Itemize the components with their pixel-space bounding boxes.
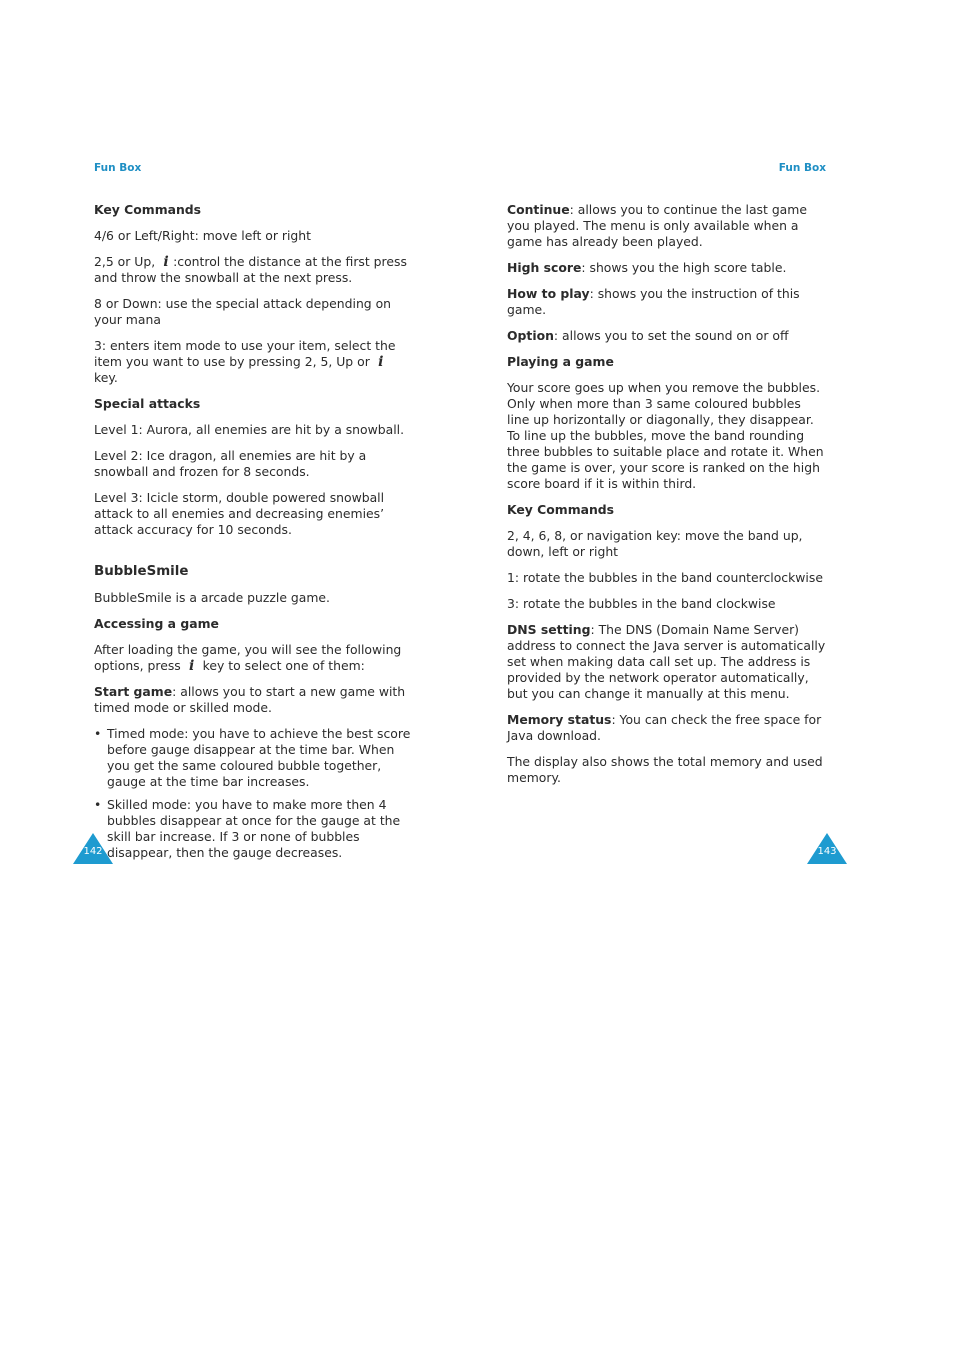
playing-game-heading: Playing a game	[507, 354, 614, 369]
key-command-special: 8 or Down: use the special attack depending on your mana	[94, 296, 392, 327]
page-number-badge-left	[73, 833, 113, 864]
option-text: : allows you to set the sound on or off	[553, 328, 789, 343]
accessing-game-text	[94, 642, 414, 674]
i-key-icon: i	[378, 354, 384, 370]
memory-status-entry	[507, 712, 827, 744]
memory-status-label: Memory status	[507, 712, 612, 727]
key-command-rotate-ccw: 1: rotate the bubbles in the band counterclockwise	[507, 570, 823, 585]
how-to-play-label: How to play	[507, 286, 590, 301]
i-key-icon: i	[163, 254, 169, 270]
key-command-band-move: 2, 4, 6, 8, or navigation key: move the band up, down, left or right	[507, 528, 803, 559]
continue-label: Continue	[507, 202, 570, 217]
key-command-throw	[94, 254, 414, 286]
bubblesmile-description: BubbleSmile is a arcade puzzle game.	[94, 590, 330, 605]
i-key-icon: i	[189, 658, 195, 674]
high-score-label: High score	[507, 260, 582, 275]
high-score-entry	[507, 260, 827, 276]
high-score-text: : shows you the high score table.	[581, 260, 787, 275]
dns-setting-entry	[507, 622, 827, 702]
memory-status-text: : You can check the free space for Java download.	[507, 712, 822, 743]
special-attack-level-1: Level 1: Aurora, all enemies are hit by a snowball.	[94, 422, 405, 437]
page-number-right: 143	[817, 846, 837, 857]
special-attack-level-3: Level 3: Icicle storm, double powered snowball attack to all enemies and decreasing enemies’ attack accuracy for 10 seconds.	[94, 490, 385, 537]
dns-setting-label: DNS setting	[507, 622, 591, 637]
page-number-badge-right	[807, 833, 847, 864]
start-game-label: Start game	[94, 684, 173, 699]
key-command-item	[94, 338, 414, 386]
running-header-left: Fun Box	[94, 162, 142, 174]
key-command-throw-b: :control the distance at the first press and throw the snowball at the next press.	[94, 254, 407, 285]
special-attack-level-2: Level 2: Ice dragon, all enemies are hit by a snowball and frozen for 8 seconds.	[94, 448, 367, 479]
page-number-left: 142	[83, 846, 103, 857]
start-game-entry	[94, 684, 414, 716]
accessing-game-text-b: key to select one of them:	[198, 658, 365, 673]
continue-text: : allows you to continue the last game you played. The menu is only available when a game has already been played.	[507, 202, 807, 249]
special-attacks-heading: Special attacks	[94, 396, 201, 411]
mode-list	[94, 726, 414, 861]
key-command-throw-a: 2,5 or Up,	[94, 254, 156, 269]
list-item: • Timed mode: you have to achieve the best score before gauge disappear at the time bar. When you get the same coloured bubble together, gauge at the time bar increases.	[107, 726, 414, 790]
accessing-game-text-a: After loading the game, you will see the following options, press	[94, 642, 402, 673]
bubblesmile-heading: BubbleSmile	[94, 564, 189, 579]
key-command-move: 4/6 or Left/Right: move left or right	[94, 228, 311, 243]
key-command-rotate-cw: 3: rotate the bubbles in the band clockwise	[507, 596, 776, 611]
how-to-play-text: : shows you the instruction of this game.	[507, 286, 800, 317]
list-item: • Skilled mode: you have to make more then 4 bubbles disappear at once for the gauge at the skill bar increase. If 3 or none of bubbles disappear, then the gauge decreases.	[107, 797, 414, 861]
key-command-item-a: 3: enters item mode to use your item, select the item you want to use by pressing 2, 5, Up or	[94, 338, 396, 369]
how-to-play-entry	[507, 286, 827, 318]
dns-setting-text: : The DNS (Domain Name Server) address to connect the Java server is automatically set when making data call set up. The address is provided by the network operator automatically, but you can change it manually at this menu.	[507, 622, 826, 701]
accessing-game-heading: Accessing a game	[94, 616, 219, 631]
running-header-right: Fun Box	[778, 162, 826, 174]
key-command-item-b: key.	[94, 370, 118, 385]
option-entry	[507, 328, 827, 344]
playing-game-text: Your score goes up when you remove the bubbles. Only when more than 3 same coloured bubbles line up horizontally or diagonally, they disappear. To line up the bubbles, move the band rounding three bubbles to suitable place and rotate it. When the game is over, your score is ranked on the high score board if it is within third.	[507, 380, 824, 491]
key-commands-heading-right: Key Commands	[507, 502, 615, 517]
option-label: Option	[507, 328, 554, 343]
continue-entry	[507, 202, 827, 250]
key-commands-heading: Key Commands	[94, 202, 202, 217]
display-memory-text: The display also shows the total memory and used memory.	[507, 754, 823, 785]
start-game-text: : allows you to start a new game with timed mode or skilled mode.	[94, 684, 406, 715]
